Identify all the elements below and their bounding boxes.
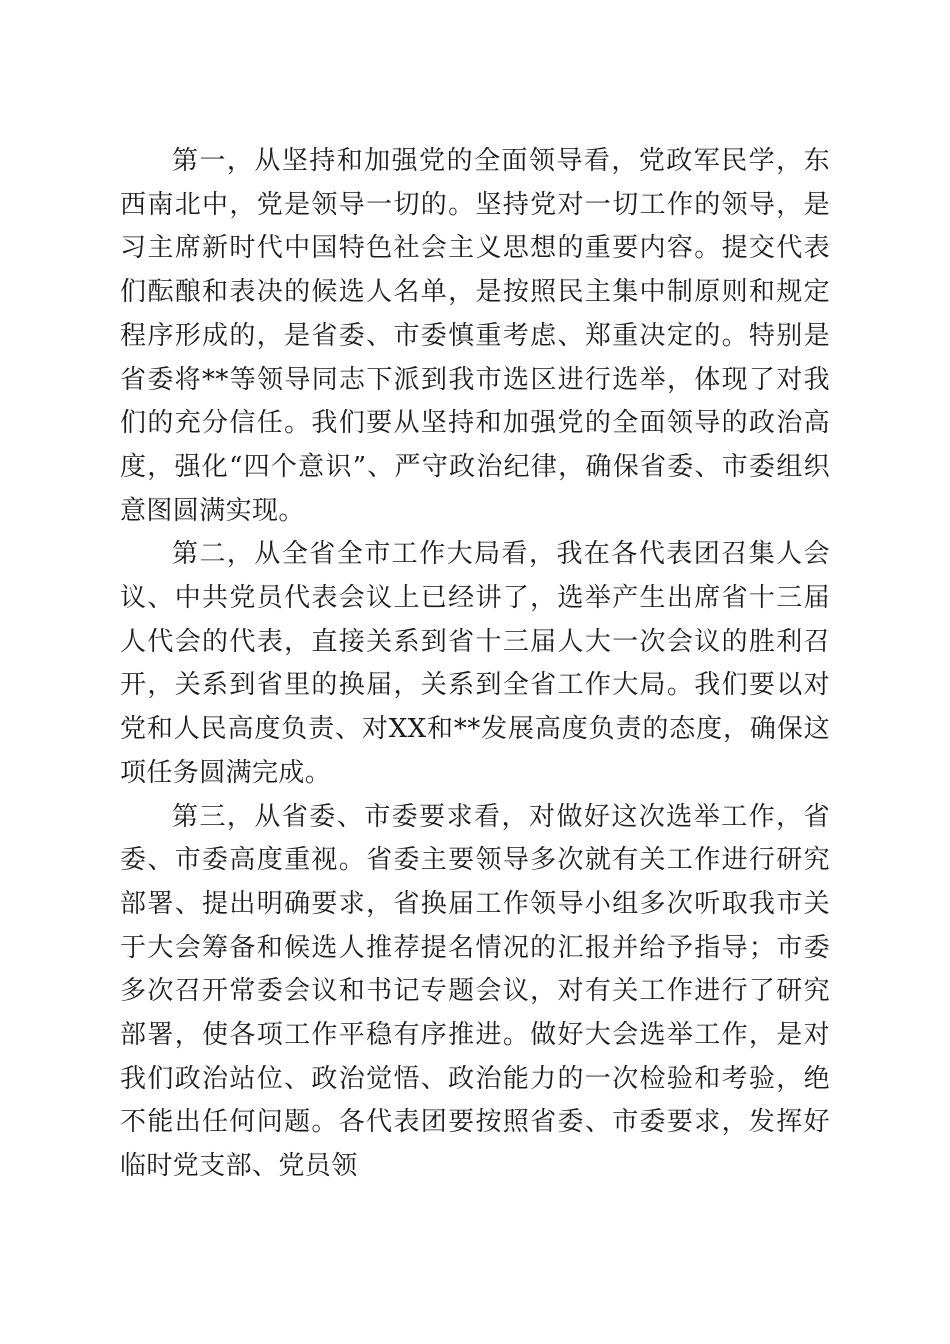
document-body (120, 140, 830, 1189)
paragraph-first: 第一，从坚持和加强党的全面领导看，党政军民学，东西南北中，党是领导一切的。坚持党对一切工作的领导，是习主席新时代中国特色社会主义思想的重要内容。提交代表们酝酿和表决的候选人名单，是按照民主集中制原则和规定程序形成的，是省委、市委慎重考虑、郑重决定的。特别是省委将**等领导同志下派到我市选区进行选举，体现了对我们的充分信任。我们要从坚持和加强党的全面领导的政治高度，强化“四个意识”、严守政治纪律，确保省委、市委组织意图圆满实现。 (120, 146, 830, 526)
paragraph-second: 第二，从全省全市工作大局看，我在各代表团召集人会议、中共党员代表会议上已经讲了，选举产生出席省十三届人代会的代表，直接关系到省十三届人大一次会议的胜利召开，关系到省里的换届，关系到全省工作大局。我们要以对党和人民高度负责、对XX和**发展高度负责的态度，确保这项任务圆满完成。 (120, 539, 830, 788)
paragraph-third: 第三，从省委、市委要求看，对做好这次选举工作，省委、市委高度重视。省委主要领导多次就有关工作进行研究部署、提出明确要求，省换届工作领导小组多次听取我市关于大会筹备和候选人推荐提名情况的汇报并给予指导；市委多次召开常委会议和书记专题会议，对有关工作进行了研究部署，使各项工作平稳有序推进。做好大会选举工作，是对我们政治站位、政治觉悟、政治能力的一次检验和考验，绝不能出任何问题。各代表团要按照省委、市委要求，发挥好临时党支部、党员领 (120, 801, 830, 1182)
